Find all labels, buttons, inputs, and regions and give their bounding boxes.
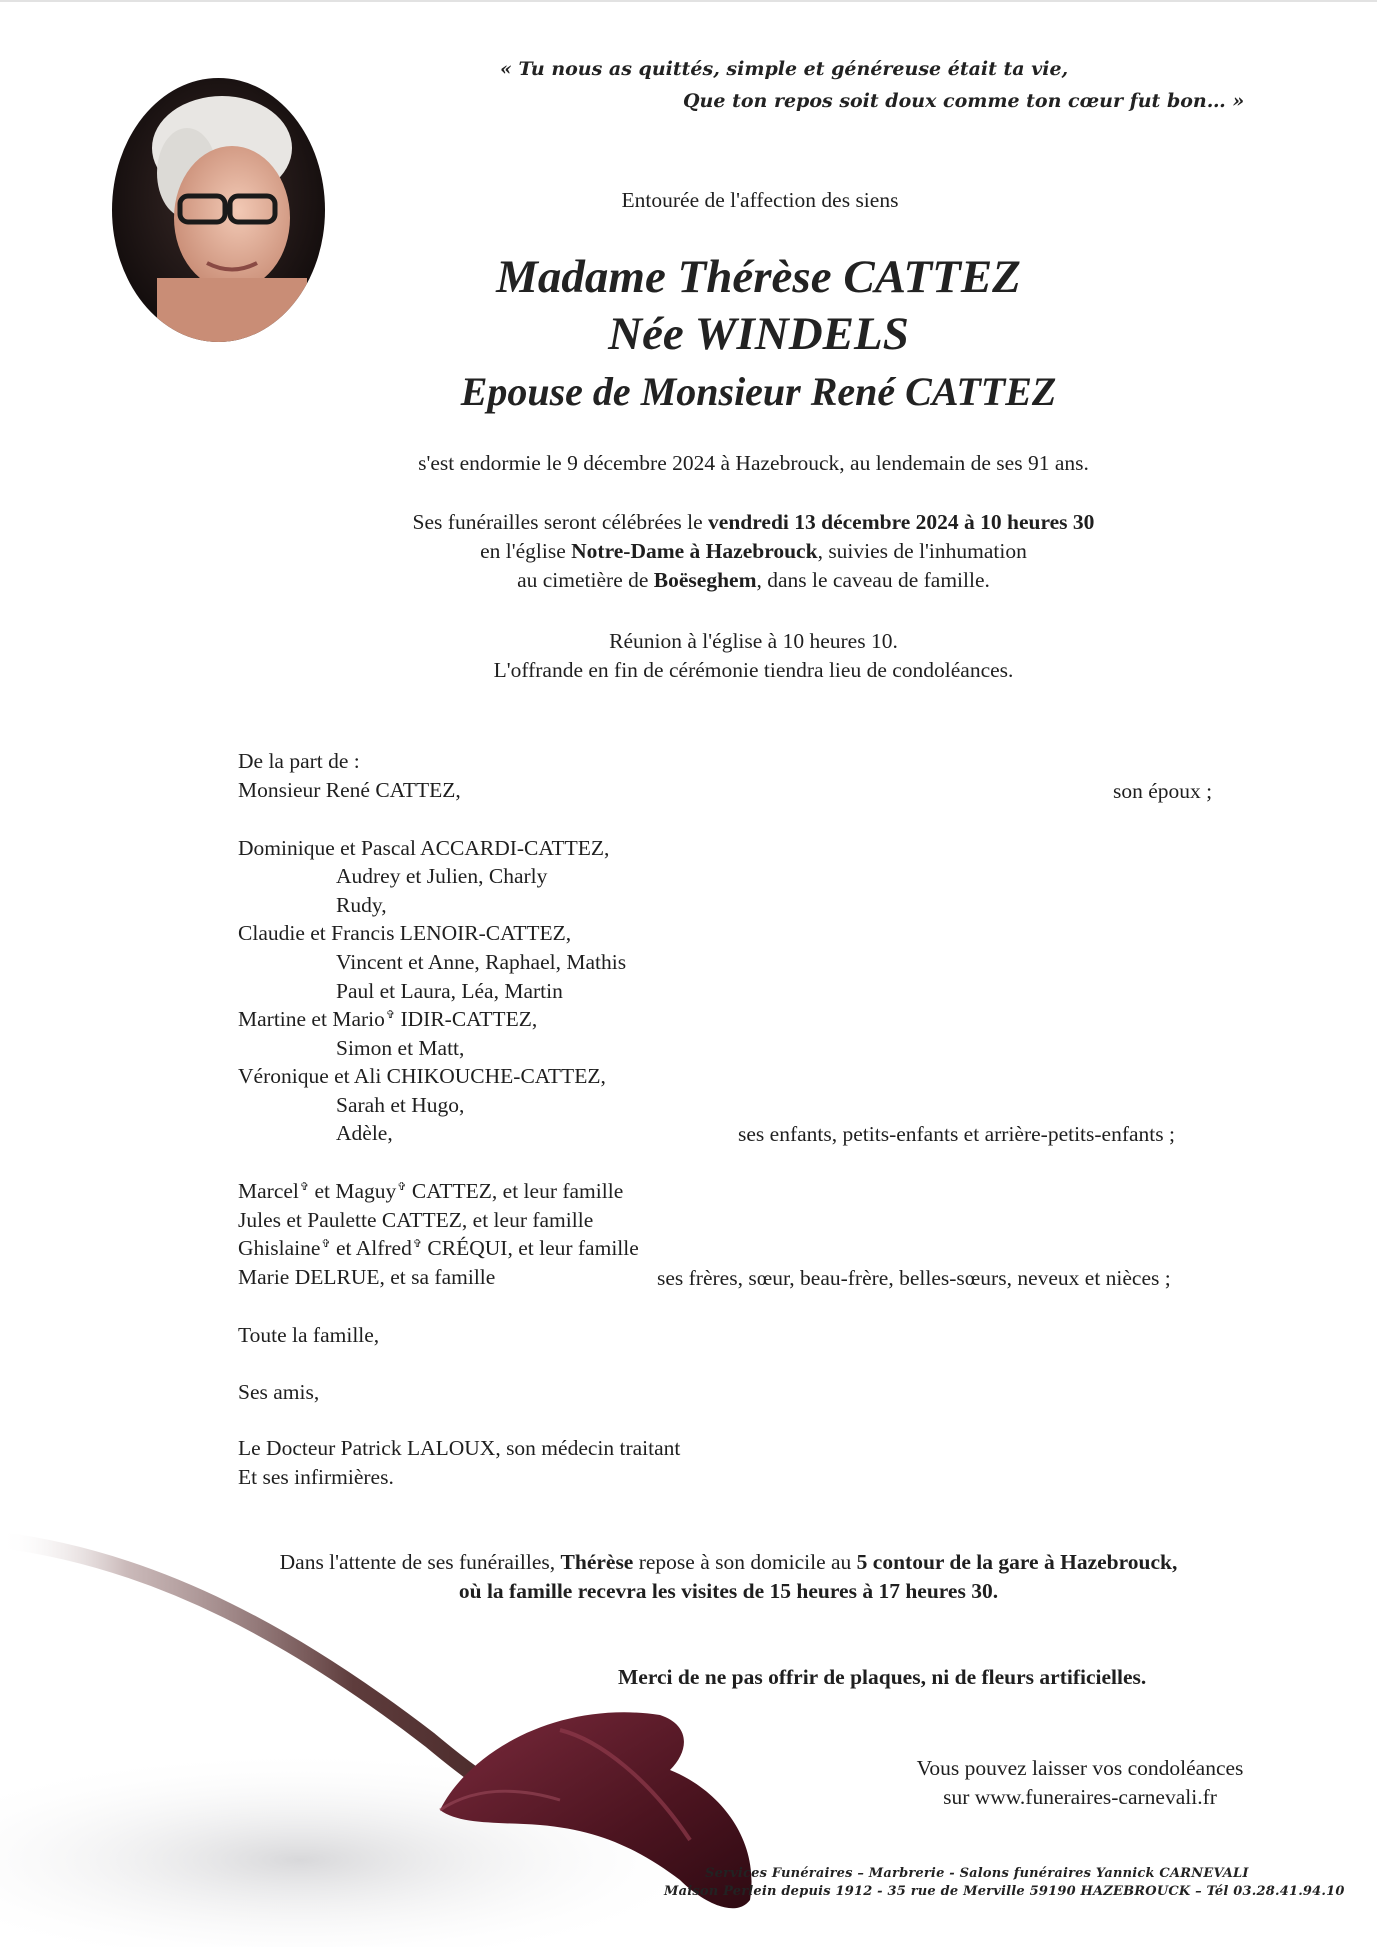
children-role: ses enfants, petits-enfants et arrière-petits-enfants ; [738,1122,1175,1146]
spouse-line: Epouse de Monsieur René CATTEZ [460,369,1057,414]
friends: Ses amis, [238,1380,320,1404]
visitation-line-1: Dans l'attente de ses funérailles, Thérèse repose à son domicile au 5 contour de la gare à Hazebrouck, [279,1550,1178,1574]
child-line: Dominique et Pascal ACCARDI-CATTEZ, [238,836,610,860]
epigraph-line-2: Que ton repos soit doux comme ton cœur fut bon… » [683,90,1245,112]
cross-icon: ✞ [321,1237,331,1250]
husband-role: son époux ; [1113,779,1213,803]
nurses-line: Et ses infirmières. [238,1465,394,1489]
child-line: Véronique et Ali CHIKOUCHE-CATTEZ, [238,1064,606,1088]
grandchild-line: Adèle, [336,1121,393,1145]
meeting-line-2: L'offrande en fin de cérémonie tiendra lieu de condoléances. [493,658,1014,682]
sibling-line: Marie DELRUE, et sa famille [238,1265,496,1289]
grandchild-line: Simon et Matt, [336,1036,465,1060]
cross-icon: ✞ [397,1180,407,1193]
cross-icon: ✞ [412,1237,423,1250]
grandchild-line: Vincent et Anne, Raphael, Mathis [336,950,627,974]
child-line: Claudie et Francis LENOIR-CATTEZ, [238,921,572,945]
condolences-info [840,1754,1320,1812]
grandchild-line: Sarah et Hugo, [336,1093,465,1117]
cross-icon: ✞ [299,1180,310,1193]
no-flowers-notice: Merci de ne pas offrir de plaques, ni de fleurs artificielles. [618,1665,1147,1689]
grandchild-line: Rudy, [336,893,387,917]
maiden-name: Née WINDELS [608,308,909,360]
from-label: De la part de : [238,749,360,773]
condolences-line-1: Vous pouvez laisser vos condoléances [916,1756,1244,1780]
funeral-details [65,508,1377,595]
footer-line-2: Maison Perlein depuis 1912 - 35 rue de Merville 59190 HAZEBROUCK – Tél 03.28.41.94.10 [664,1884,1345,1899]
meeting-line-1: Réunion à l'église à 10 heures 10. [609,629,898,653]
grandchild-line: Audrey et Julien, Charly [336,864,548,888]
husband-name: Monsieur René CATTEZ, [238,778,461,802]
intro-text: Entourée de l'affection des siens [621,188,899,212]
condolences-website[interactable]: sur www.funeraires-carnevali.fr [943,1785,1217,1809]
grandchild-line: Paul et Laura, Léa, Martin [336,979,563,1003]
visitation-info [40,1548,1377,1606]
footer-line-1: Services Funéraires – Marbrerie - Salons funéraires Yannick CARNEVALI [705,1866,1249,1881]
funeral-line-2: en l'église Notre-Dame à Hazebrouck, suivies de l'inhumation [480,539,1027,563]
sibling-line: Jules et Paulette CATTEZ, et leur famille [238,1208,594,1232]
whole-family: Toute la famille, [238,1323,380,1347]
funeral-line-1: Ses funérailles seront célébrées le vendredi 13 décembre 2024 à 10 heures 30 [412,510,1095,534]
sibling-line: Marcel✞ et Maguy✞ CATTEZ, et leur famille [238,1179,624,1203]
top-border [0,0,1377,2]
funeral-line-3: au cimetière de Boëseghem, dans le caveau de famille. [517,568,990,592]
doctor-line: Le Docteur Patrick LALOUX, son médecin traitant [238,1436,681,1460]
siblings-role: ses frères, sœur, beau-frère, belles-sœurs, neveux et nièces ; [657,1266,1171,1290]
child-line: Martine et Mario✞ IDIR-CATTEZ, [238,1007,538,1031]
meeting-info [65,627,1377,685]
deceased-name: Madame Thérèse CATTEZ [496,251,1021,303]
cross-icon: ✞ [385,1008,396,1021]
visitation-line-2: où la famille recevra les visites de 15 heures à 17 heures 30. [458,1579,999,1603]
death-notice: s'est endormie le 9 décembre 2024 à Hazebrouck, au lendemain de ses 91 ans. [418,451,1089,475]
sibling-line: Ghislaine✞ et Alfred✞ CRÉQUI, et leur famille [238,1236,639,1260]
epigraph-line-1: « Tu nous as quittés, simple et généreuse était ta vie, [500,58,1069,80]
